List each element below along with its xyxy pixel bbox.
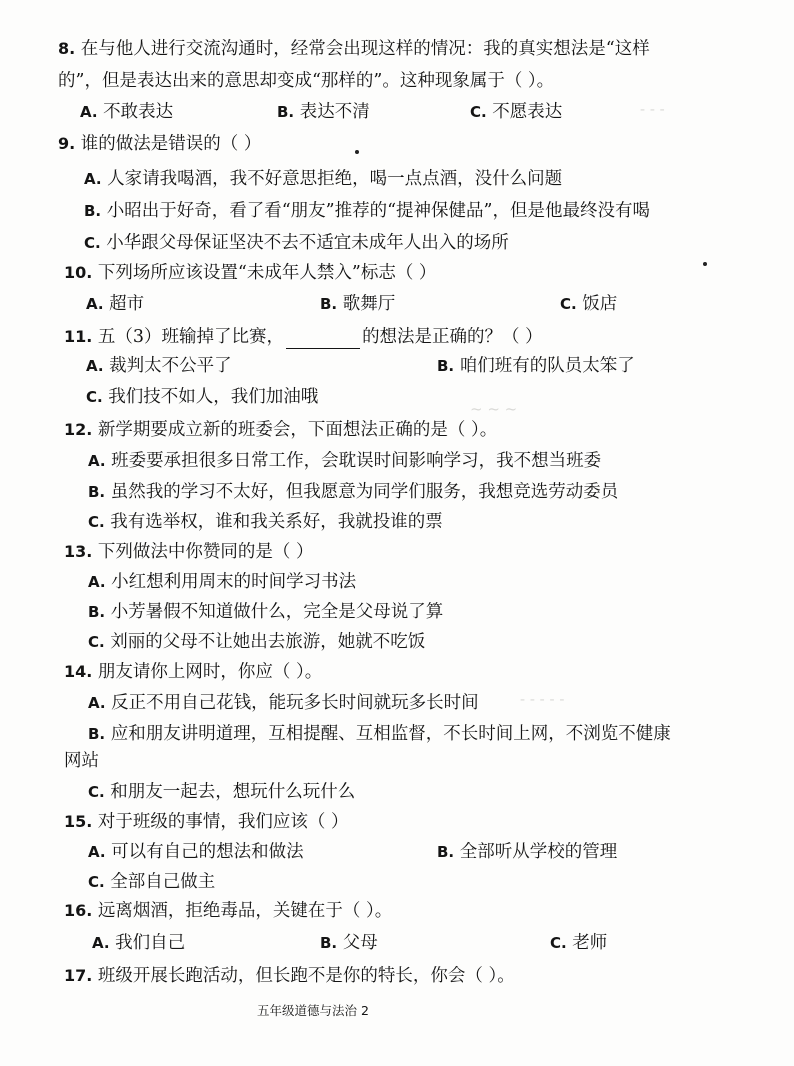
option-letter: C. (470, 103, 487, 121)
question-number: 15. (64, 812, 93, 831)
option-letter: C. (550, 934, 567, 952)
question-number: 16. (64, 901, 93, 920)
question-number: 12. (64, 420, 93, 439)
option-text: 小昭出于好奇，看了看“朋友”推荐的“提神保健品”，但是他最终没有喝 (106, 201, 651, 221)
question-12-stem (64, 418, 497, 442)
question-8-option-c (470, 100, 562, 124)
question-8-option-b (277, 100, 370, 124)
question-11-stem (64, 325, 543, 349)
question-number: 9. (58, 134, 76, 153)
option-letter: A. (84, 170, 102, 188)
question-text: 新学期要成立新的班委会，下面想法正确的是（ ）。 (97, 420, 498, 440)
question-11-option-c (86, 385, 318, 409)
question-number: 17. (64, 966, 93, 985)
option-text: 咱们班有的队员太笨了 (459, 356, 635, 376)
option-text: 小红想利用周末的时间学习书法 (111, 572, 357, 592)
option-letter: A. (88, 573, 106, 591)
question-text: 的想法是正确的？（ ） (362, 327, 543, 347)
question-text: 五（3）班输掉了比赛， (97, 327, 285, 347)
option-letter: B. (437, 843, 455, 861)
option-text: 父母 (342, 933, 378, 953)
bleed-through-text: - - - (640, 100, 665, 118)
question-14-option-b-continued (64, 749, 99, 773)
question-text: 对于班级的事情，我们应该（ ） (97, 812, 349, 832)
question-16-stem (64, 899, 392, 923)
question-10-option-c (560, 292, 617, 316)
question-16-option-a (92, 931, 185, 955)
option-text: 反正不用自己花钱，能玩多长时间就玩多长时间 (111, 693, 479, 713)
option-letter: A. (80, 103, 98, 121)
option-text: 可以有自己的想法和做法 (111, 842, 304, 862)
question-15-option-c (88, 870, 215, 894)
option-text: 不愿表达 (492, 102, 563, 122)
question-text: 的”，但是表达出来的意思却变成“那样的”。这种现象属于（ ）。 (58, 71, 555, 91)
question-number: 8. (58, 39, 76, 58)
option-text: 表达不清 (299, 102, 370, 122)
bleed-through-text: ~ ~ ~ (470, 400, 518, 418)
question-10-option-b (320, 292, 395, 316)
option-letter: B. (88, 725, 106, 743)
question-14-option-c (88, 780, 355, 804)
option-letter: B. (84, 202, 102, 220)
option-text: 人家请我喝酒，我不好意思拒绝，喝一点点酒，没什么问题 (107, 169, 563, 189)
question-text: 班级开展长跑活动，但长跑不是你的特长，你会（ ）。 (97, 966, 515, 986)
option-text: 虽然我的学习不太好，但我愿意为同学们服务，我想竞选劳动委员 (110, 482, 619, 502)
option-letter: C. (86, 388, 103, 406)
question-8-option-a (80, 100, 173, 124)
option-text: 饭店 (582, 294, 618, 314)
question-9-option-a (84, 167, 562, 191)
question-15-option-b (437, 840, 617, 864)
question-13-option-c (88, 630, 425, 654)
fill-in-blank (286, 330, 360, 349)
question-11-option-b (437, 354, 635, 378)
question-number: 13. (64, 542, 93, 561)
question-12-option-c (88, 510, 443, 534)
option-text: 班委要承担很多日常工作，会耽误时间影响学习，我不想当班委 (111, 451, 602, 471)
option-letter: A. (92, 934, 110, 952)
question-text: 下列做法中你赞同的是（ ） (97, 542, 314, 562)
option-letter: A. (88, 452, 106, 470)
page-footer: 五年级道德与法治 2 (257, 1003, 369, 1018)
question-14-stem (64, 660, 322, 684)
question-14-option-a (88, 691, 479, 715)
option-text: 老师 (572, 933, 608, 953)
option-letter: C. (84, 234, 101, 252)
option-letter: B. (277, 103, 295, 121)
question-9-stem (58, 132, 261, 156)
option-letter: C. (88, 783, 105, 801)
question-13-stem (64, 540, 313, 564)
option-letter: B. (437, 357, 455, 375)
ink-speck (355, 150, 359, 154)
question-16-option-c (550, 931, 607, 955)
option-letter: C. (560, 295, 577, 313)
option-letter: A. (86, 357, 104, 375)
question-10-stem (64, 261, 436, 285)
question-8-stem-line-1 (58, 37, 650, 61)
option-text: 全部听从学校的管理 (459, 842, 618, 862)
option-letter: A. (88, 694, 106, 712)
option-text: 我们自己 (115, 933, 186, 953)
option-letter: C. (88, 633, 105, 651)
option-text: 超市 (109, 294, 145, 314)
question-9-option-b (84, 199, 650, 223)
question-text: 朋友请你上网时，你应（ ）。 (97, 662, 323, 682)
question-number: 14. (64, 662, 93, 681)
question-text: 远离烟酒，拒绝毒品，关键在于（ ）。 (97, 901, 393, 921)
option-letter: A. (86, 295, 104, 313)
option-text: 刘丽的父母不让她出去旅游，她就不吃饭 (110, 632, 426, 652)
option-text: 不敢表达 (103, 102, 174, 122)
question-12-option-b (88, 480, 618, 504)
question-text: 谁的做法是错误的（ ） (80, 134, 262, 154)
question-16-option-b (320, 931, 378, 955)
question-8-stem-line-2 (58, 69, 554, 93)
question-11-option-a (86, 354, 232, 378)
ink-speck (703, 262, 707, 266)
option-letter: B. (320, 295, 338, 313)
question-number: 11. (64, 327, 93, 346)
question-13-option-a (88, 570, 356, 594)
option-letter: C. (88, 513, 105, 531)
question-15-stem (64, 810, 348, 834)
question-text: 在与他人进行交流沟通时，经常会出现这样的情况：我的真实想法是“这样 (80, 39, 650, 59)
question-10-option-a (86, 292, 144, 316)
question-12-option-a (88, 449, 601, 473)
bleed-through-text: - - - - - (520, 690, 565, 708)
option-text: 小华跟父母保证坚决不去不适宜未成年人出入的场所 (106, 233, 509, 253)
question-17-stem (64, 964, 515, 988)
option-letter: B. (88, 603, 106, 621)
option-text: 我有选举权，谁和我关系好，我就投谁的票 (110, 512, 443, 532)
option-letter: B. (88, 483, 106, 501)
question-number: 10. (64, 263, 93, 282)
option-text: 裁判太不公平了 (109, 356, 232, 376)
option-text: 小芳暑假不知道做什么，完全是父母说了算 (110, 602, 444, 622)
option-text: 我们技不如人，我们加油哦 (108, 387, 319, 407)
question-14-option-b (88, 722, 671, 746)
question-text: 下列场所应该设置“未成年人禁入”标志（ ） (97, 263, 437, 283)
question-15-option-a (88, 840, 304, 864)
option-letter: A. (88, 843, 106, 861)
option-text: 歌舞厅 (342, 294, 396, 314)
option-text: 和朋友一起去，想玩什么玩什么 (110, 782, 356, 802)
option-letter: C. (88, 873, 105, 891)
option-letter: B. (320, 934, 338, 952)
question-13-option-b (88, 600, 443, 624)
option-text: 应和朋友讲明道理，互相提醒、互相监督，不长时间上网，不浏览不健康 (110, 724, 671, 744)
option-text: 全部自己做主 (110, 872, 216, 892)
option-text: 网站 (64, 751, 99, 771)
question-9-option-c (84, 231, 509, 255)
